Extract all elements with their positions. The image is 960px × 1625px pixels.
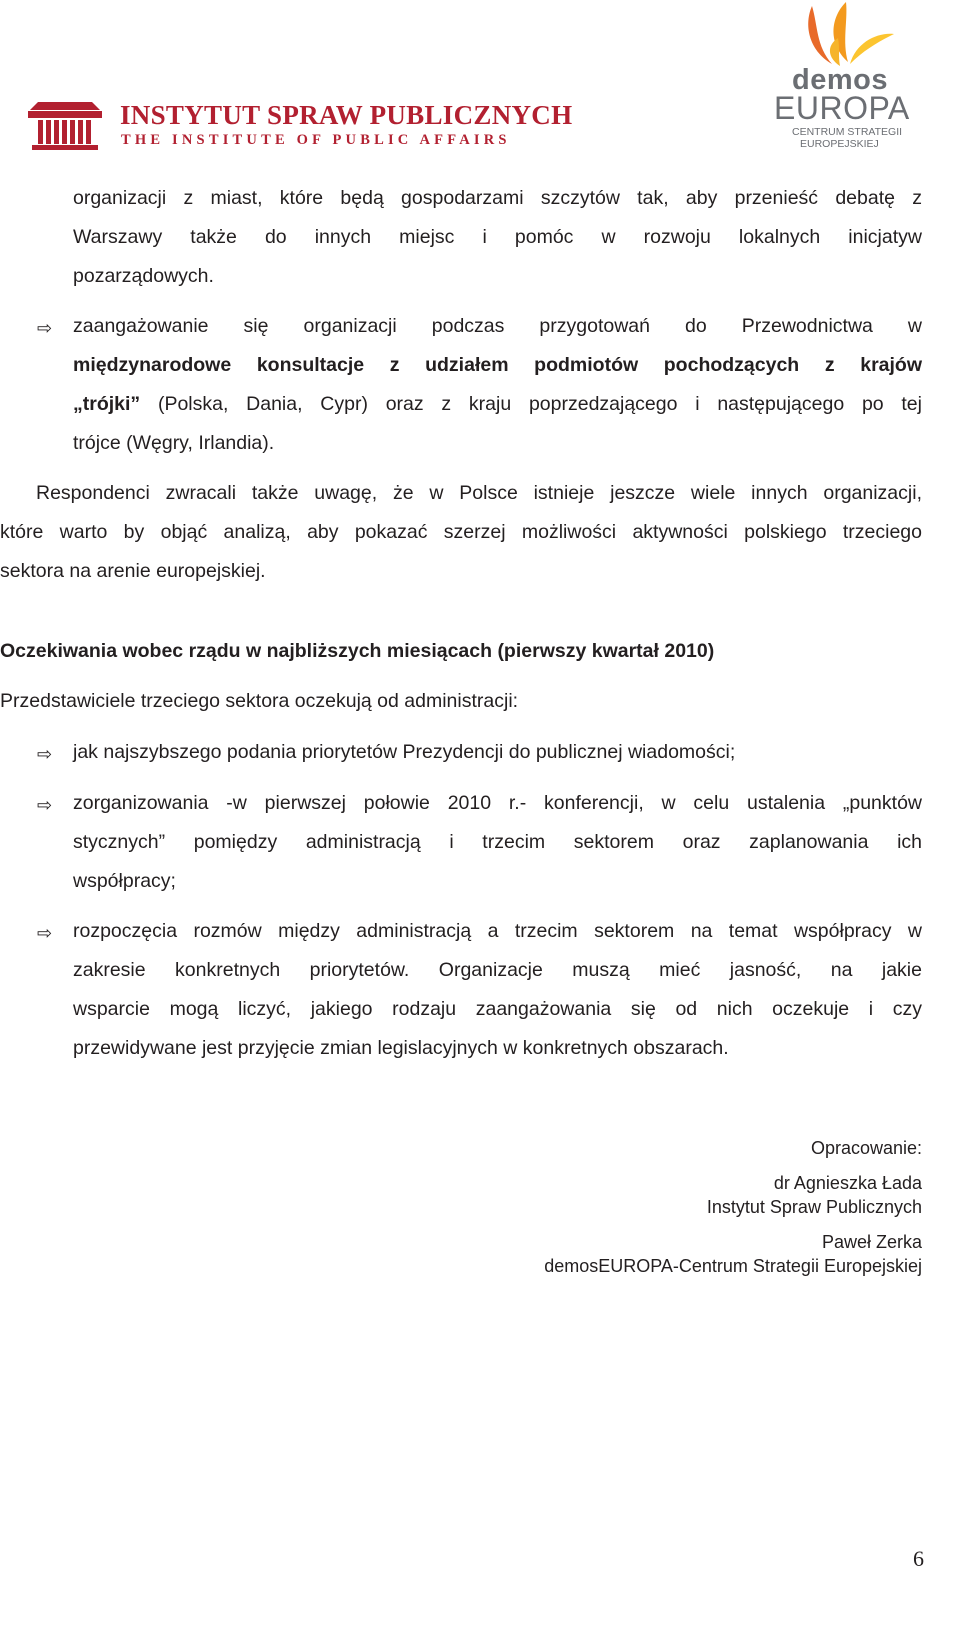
text-line: rozpoczęcia rozmów między administracją a trzecim sektorem na temat współpracy w [73,920,922,942]
text-line: zakresie konkretnych priorytetów. Organizacje muszą mieć jasność, na jakie [73,959,922,981]
signature-author-1 [707,1171,922,1219]
text-line: stycznych” pomiędzy administracją i trzecim sektorem oraz zaplanowania ich [73,831,922,853]
hollow-right-arrow-icon: ⇨ [37,318,53,338]
text-line: sektora na arenie europejskiej. [0,560,266,582]
isp-logo [26,100,573,152]
expectation-item [73,784,922,901]
section-heading: Oczekiwania wobec rządu w najbliższych miesiącach (pierwszy kwartał 2010) [0,640,715,662]
text-line: które warto by objąć analizą, aby pokazać szerzej możliwości aktywności polskiego trzeciego [0,521,922,543]
hollow-right-arrow-icon: ⇨ [37,923,53,943]
author-organization: Instytut Spraw Publicznych [706,1197,922,1217]
hollow-right-arrow-icon: ⇨ [37,795,53,815]
expectation-item [73,912,922,1068]
hollow-right-arrow-icon: ⇨ [37,744,53,764]
text-line: przewidywane jest przyjęcie zmian legislacyjnych w konkretnych obszarach. [73,1037,729,1059]
flame-icon [798,2,898,68]
continuation-paragraph [73,179,922,296]
isp-title: INSTYTUT SPRAW PUBLICZNYCH [120,100,573,130]
author-name: Paweł Zerka [821,1232,922,1252]
demos-wordmark: demos [792,64,888,96]
centrum-label: CENTRUM STRATEGII EUROPEJSKIEJ [792,126,903,150]
demos-europa-logo [770,2,910,152]
text-line [73,385,922,424]
text-line: Warszawy także do innych miejsc i pomóc w rozwoju lokalnych inicjatyw [73,226,922,248]
author-name: dr Agnieszka Łada [773,1173,922,1193]
bullet-item [73,307,922,463]
text-line: zorganizowania -w pierwszej połowie 2010 r.- konferencji, w celu ustalenia „punktów [73,792,922,814]
expectation-item: jak najszybszego podania priorytetów Prezydencji do publicznej wiadomości; [73,741,736,763]
bold-phrase: „trójki” [73,393,141,415]
text-line: zaangażowanie się organizacji podczas przygotowań do Przewodnictwa w [73,315,922,337]
section-intro: Przedstawiciele trzeciego sektora oczekują od administracji: [0,690,519,712]
text-segment: (Polska, Dania, Cypr) oraz z kraju poprzedzającego i następującego po tej [157,393,922,415]
respondents-paragraph [0,474,922,591]
isp-subtitle: THE INSTITUTE OF PUBLIC AFFAIRS [121,132,511,148]
bold-text-line: międzynarodowe konsultacje z udziałem podmiotów pochodzących z krajów [73,354,922,376]
text-line: wsparcie mogą liczyć, jakiego rodzaju zaangażowania się od nich oczekuje i czy [73,998,922,1020]
text-line: Respondenci zwracali także uwagę, że w Polsce istnieje jeszcze wiele innych organizacji, [36,482,922,504]
author-organization: demosEUROPA-Centrum Strategii Europejskiej [544,1256,922,1276]
text-line: trójce (Węgry, Irlandia). [73,432,275,454]
column-icon [26,102,104,150]
signature-author-2 [544,1230,922,1278]
signature-label: Opracowanie: [810,1138,922,1158]
text-line: organizacji z miast, które będą gospodarzami szczytów tak, aby przenieść debatę z [73,187,922,209]
europa-wordmark: EUROPA [774,90,910,126]
text-line: współpracy; [73,870,176,892]
page-number: 6 [913,1546,924,1571]
text-line: pozarządowych. [73,265,214,287]
